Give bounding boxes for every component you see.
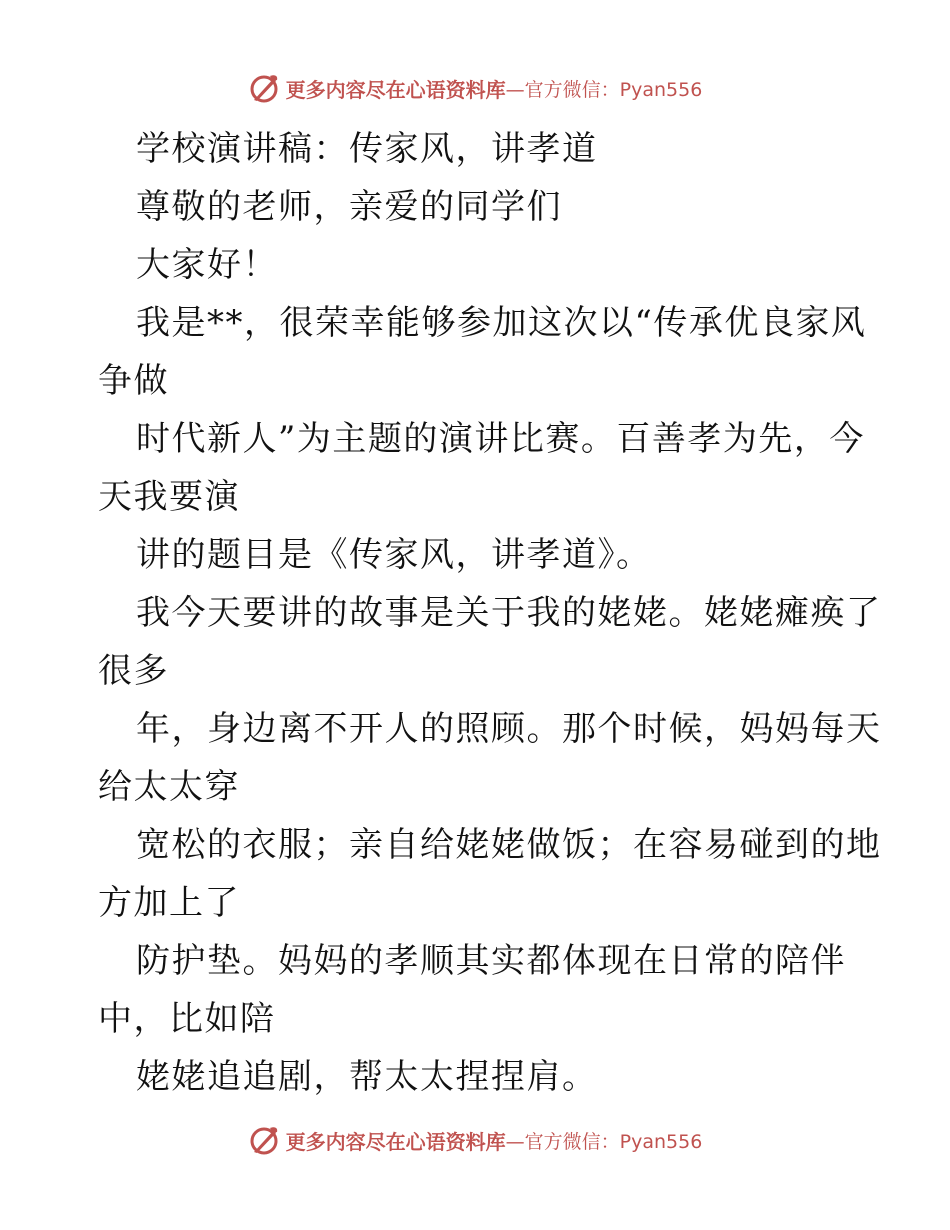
paragraph-line: 姥姥追追剧，帮太太捏捏肩。 — [136, 1057, 598, 1097]
paragraph-line: 我是**，很荣幸能够参加这次以“传承优良家风 — [136, 303, 867, 343]
paragraph-line: 中，比如陪 — [98, 999, 276, 1039]
paragraph-line: 很多 — [98, 651, 169, 691]
banner-wechat: —官方微信：Pyan556 — [505, 78, 703, 101]
paragraph-line: 给太太穿 — [98, 767, 240, 807]
greeting: 大家好！ — [136, 245, 278, 285]
paragraph-line: 讲的题目是《传家风，讲孝道》。 — [136, 535, 652, 575]
banner-title: 更多内容尽在心语资料库 — [285, 1129, 506, 1154]
footer-banner — [0, 1120, 950, 1160]
paragraph-line: 年，身边离不开人的照顾。那个时候，妈妈每天 — [136, 709, 882, 749]
banner-title: 更多内容尽在心语资料库 — [285, 77, 506, 102]
paragraph-line: 争做 — [98, 361, 169, 401]
document-body — [98, 120, 882, 1106]
quill-logo-icon — [248, 1124, 280, 1156]
document-title: 学校演讲稿：传家风，讲孝道 — [136, 129, 598, 169]
banner-wechat: —官方微信：Pyan556 — [505, 1130, 703, 1153]
paragraph-line: 时代新人”为主题的演讲比赛。百善孝为先，今 — [136, 419, 865, 459]
paragraph-line: 宽松的衣服；亲自给姥姥做饭；在容易碰到的地 — [136, 825, 882, 865]
quill-logo-icon — [248, 72, 280, 104]
paragraph-line: 方加上了 — [98, 883, 240, 923]
header-banner — [0, 68, 950, 108]
paragraph-line: 防护垫。妈妈的孝顺其实都体现在日常的陪伴 — [136, 941, 846, 981]
paragraph-line: 我今天要讲的故事是关于我的姥姥。姥姥瘫痪了 — [136, 593, 882, 633]
salutation: 尊敬的老师，亲爱的同学们 — [136, 187, 562, 227]
paragraph-line: 天我要演 — [98, 477, 240, 517]
